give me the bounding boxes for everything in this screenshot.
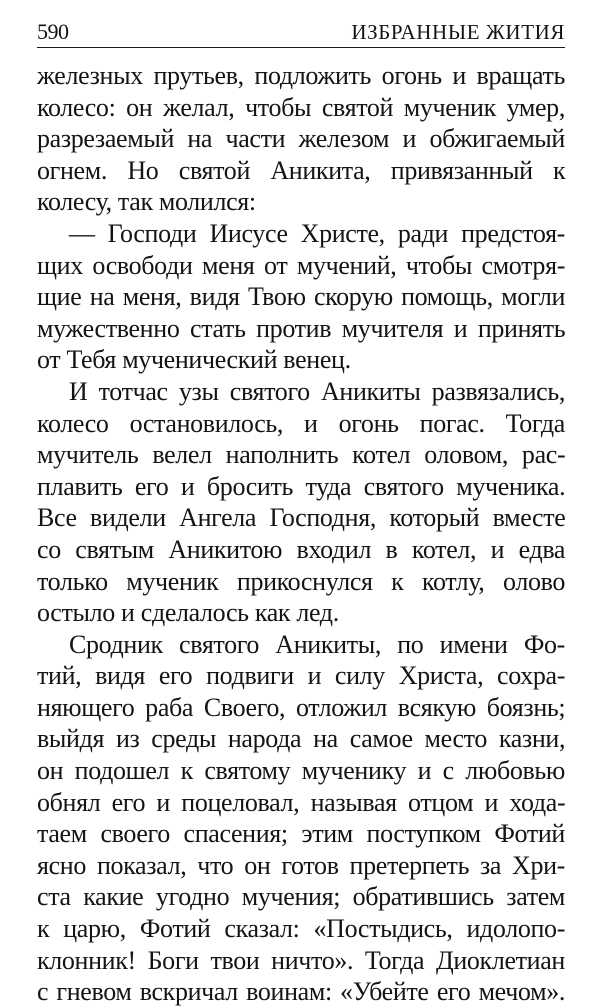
text-line: таем своего спасения; этим поступком Фотий [37,819,565,849]
text-line: мужественно стать против мучителя и принять [37,313,566,343]
paragraph [37,60,565,218]
text-line: щих освободи меня от мучений, чтобы смотря- [37,250,565,280]
text-line: только мученик прикоснулся к котлу, олово [37,566,565,596]
text-line: колесо: он желал, чтобы святой мученик умер, [37,92,565,122]
running-head [37,17,565,48]
paragraph [37,376,565,629]
running-title: ИЗБРАННЫЕ ЖИТИЯ [351,20,565,44]
text-line: Сродник святого Аникиты, по имени Фо- [69,629,565,659]
text-line: выйдя из среды народа на самое место казни, [37,724,566,754]
text-line: ста какие угодно мучения; обратившись затем [37,882,566,912]
text-line: к царю, Фотий сказал: «Постыдись, идолопо- [37,914,565,944]
text-line: разрезаемый на части железом и обжигаемый [37,124,565,154]
text-line: Все видели Ангела Господня, который вместе [37,503,566,533]
text-line: мучитель велел наполнить котел оловом, рас- [37,440,566,470]
text-line: остыло и сделалось как лед. [37,598,339,628]
text-line: няющего раба Своего, отложил всякую боязнь; [37,692,566,722]
text-line: с гневом вскричал воинам: «Убейте его мечом». [37,977,565,1007]
text-line: колесу, так молился: [37,187,256,217]
text-line: колесо остановилось, и огонь погас. Тогда [37,408,565,438]
text-line: огнем. Но святой Аникита, привязанный к [37,155,566,185]
text-line: плавить его и бросить туда святого мученика. [37,471,566,501]
paragraph [37,218,565,376]
text-line: щие на меня, видя Твою скорую помощь, могли [37,282,566,312]
text-line: он подошел к святому мученику и с любовью [37,756,565,786]
text-line: — Господи Иисусе Христе, ради предстоя- [69,218,565,248]
text-line: от Тебя мученический венец. [37,345,351,375]
text-line: обнял его и поцеловал, называя отцом и хода- [37,787,566,817]
paragraph [37,629,565,1008]
body-text [37,60,565,1008]
text-line: железных прутьев, подложить огонь и вращать [37,61,565,90]
text-line: И тотчас узы святого Аникиты развязались, [69,376,565,406]
text-line: клонник! Боги твои ничто». Тогда Диоклетиан [37,945,565,975]
page-number: 590 [37,19,69,44]
text-line: тий, видя его подвиги и силу Христа, сохра- [37,661,565,691]
text-line: ясно показал, что он готов претерпеть за Хри- [37,850,565,880]
text-line: со святым Аникитою входил в котел, и едва [37,534,566,564]
